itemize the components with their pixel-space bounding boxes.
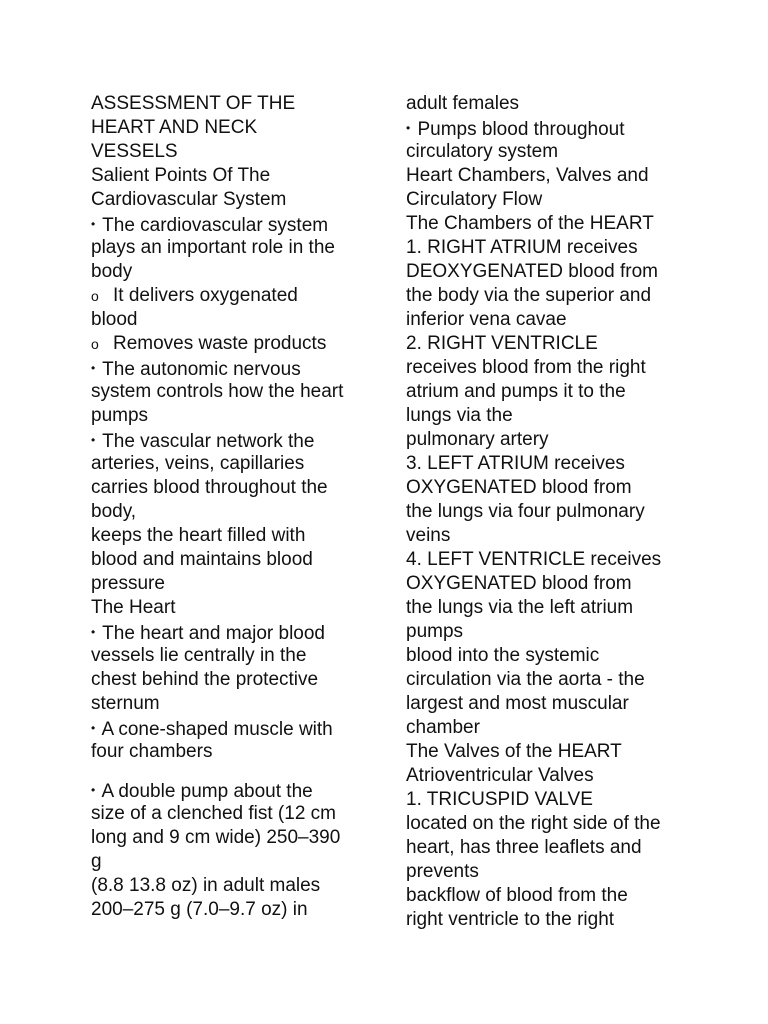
- line-text: 1. RIGHT ATRIUM receives: [406, 237, 638, 258]
- line-text: receives blood from the right: [406, 357, 646, 378]
- text-line: [91, 826, 381, 850]
- line-text: 200–275 g (7.0–9.7 oz) in: [91, 899, 308, 920]
- line-text: HEART AND NECK: [91, 117, 258, 138]
- text-line: [91, 668, 381, 692]
- line-text: blood into the systemic: [406, 645, 600, 666]
- line-text: 1. TRICUSPID VALVE: [406, 789, 593, 810]
- bullet-icon: •: [91, 217, 96, 231]
- line-text: blood: [91, 309, 138, 330]
- line-text: DEOXYGENATED blood from: [406, 261, 659, 282]
- line-text: It delivers oxygenated: [113, 285, 298, 306]
- text-line: [406, 788, 706, 812]
- text-line: [406, 284, 706, 308]
- line-text: The Valves of the HEART: [406, 741, 622, 762]
- line-text: 2. RIGHT VENTRICLE: [406, 333, 598, 354]
- text-line: [91, 92, 381, 116]
- line-text: lungs via the: [406, 405, 513, 426]
- line-text: atrium and pumps it to the: [406, 381, 626, 402]
- line-text: adult females: [406, 93, 520, 114]
- text-line: [91, 548, 381, 572]
- line-text: The vascular network the: [102, 431, 315, 452]
- text-line: [91, 404, 381, 428]
- line-text: system controls how the heart: [91, 381, 344, 402]
- line-text: The cardiovascular system: [102, 215, 329, 236]
- text-line: [91, 596, 381, 620]
- line-text: Pumps blood throughout: [417, 119, 625, 140]
- line-text: the body via the superior and: [406, 285, 652, 306]
- line-text: long and 9 cm wide) 250–390: [91, 827, 341, 848]
- text-line: [406, 452, 706, 476]
- line-text: backflow of blood from the: [406, 885, 628, 906]
- line-text: four chambers: [91, 741, 213, 762]
- text-line: [406, 548, 706, 572]
- text-line: [91, 524, 381, 548]
- text-line: [406, 500, 706, 524]
- line-text: pressure: [91, 573, 165, 594]
- line-text: The Chambers of the HEART: [406, 213, 654, 234]
- line-text: 4. LEFT VENTRICLE receives: [406, 549, 662, 570]
- line-text: The autonomic nervous: [102, 359, 301, 380]
- text-line: [406, 524, 706, 548]
- line-text: OXYGENATED blood from: [406, 477, 632, 498]
- line-text: pulmonary artery: [406, 429, 549, 450]
- text-line: [406, 428, 706, 452]
- text-line: [91, 898, 381, 922]
- text-line: [406, 860, 706, 884]
- text-line: [406, 692, 706, 716]
- text-line: [406, 836, 706, 860]
- text-line: [406, 596, 706, 620]
- text-line: [406, 764, 706, 788]
- line-text: prevents: [406, 861, 479, 882]
- line-text: keeps the heart filled with: [91, 525, 306, 546]
- line-text: pumps: [406, 621, 464, 642]
- line-text: vessels lie centrally in the: [91, 645, 307, 666]
- text-line: [91, 308, 381, 332]
- line-text: chest behind the protective: [91, 669, 319, 690]
- text-line: [91, 802, 381, 826]
- line-text: the lungs via the left atrium: [406, 597, 634, 618]
- text-line: [91, 778, 381, 802]
- line-text: A cone-shaped muscle with: [101, 719, 333, 740]
- line-text: sternum: [91, 693, 160, 714]
- text-line: [406, 188, 706, 212]
- line-text: the lungs via four pulmonary: [406, 501, 645, 522]
- text-line: [91, 188, 381, 212]
- text-line: [91, 572, 381, 596]
- text-line: [406, 116, 706, 140]
- line-text: size of a clenched fist (12 cm: [91, 803, 336, 824]
- text-line: [91, 332, 381, 356]
- line-text: arteries, veins, capillaries: [91, 453, 305, 474]
- line-text: Salient Points Of The: [91, 165, 271, 186]
- line-text: (8.8 13.8 oz) in adult males: [91, 875, 321, 896]
- text-line: [91, 116, 381, 140]
- line-text: carries blood throughout the: [91, 477, 328, 498]
- text-line: [91, 476, 381, 500]
- text-line: [91, 692, 381, 716]
- sub-bullet-icon: o: [91, 336, 99, 352]
- line-text: g: [91, 851, 102, 872]
- text-line: [406, 380, 706, 404]
- text-line: [406, 212, 706, 236]
- text-line: [91, 716, 381, 740]
- text-line: [406, 620, 706, 644]
- bullet-icon: •: [91, 433, 96, 447]
- bullet-icon: •: [91, 625, 96, 639]
- line-text: The Heart: [91, 597, 176, 618]
- text-line: [91, 644, 381, 668]
- line-text: heart, has three leaflets and: [406, 837, 642, 858]
- line-text: A double pump about the: [101, 781, 313, 802]
- text-line: [406, 332, 706, 356]
- line-text: right ventricle to the right: [406, 909, 615, 930]
- text-line: [91, 740, 381, 764]
- line-text: Atrioventricular Valves: [406, 765, 594, 786]
- line-text: body,: [91, 501, 137, 522]
- text-line: [91, 212, 381, 236]
- line-text: The heart and major blood: [102, 623, 326, 644]
- line-text: Removes waste products: [113, 333, 327, 354]
- text-line: [406, 644, 706, 668]
- bullet-icon: •: [406, 121, 411, 135]
- line-text: located on the right side of the: [406, 813, 661, 834]
- right-column: [406, 92, 706, 932]
- text-line: [91, 874, 381, 898]
- line-text: Heart Chambers, Valves and: [406, 165, 649, 186]
- text-line: [406, 140, 706, 164]
- text-line: [91, 236, 381, 260]
- line-text: VESSELS: [91, 141, 178, 162]
- text-line: [91, 356, 381, 380]
- text-line: [406, 404, 706, 428]
- text-line: [91, 260, 381, 284]
- text-line: [406, 308, 706, 332]
- line-text: pumps: [91, 405, 149, 426]
- text-line: [406, 92, 706, 116]
- text-line: [91, 620, 381, 644]
- text-line: [91, 380, 381, 404]
- text-line: [91, 140, 381, 164]
- text-line: [406, 740, 706, 764]
- text-line: [91, 500, 381, 524]
- line-text: chamber: [406, 717, 480, 738]
- text-line: [406, 236, 706, 260]
- text-line: [91, 850, 381, 874]
- bullet-icon: •: [91, 361, 96, 375]
- text-line: [91, 428, 381, 452]
- text-line: [91, 452, 381, 476]
- bullet-icon: •: [91, 783, 96, 797]
- text-line: [406, 716, 706, 740]
- bullet-icon: •: [91, 721, 96, 735]
- text-line: [406, 164, 706, 188]
- sub-bullet-icon: o: [91, 288, 99, 304]
- text-line: [406, 260, 706, 284]
- text-line: [406, 572, 706, 596]
- text-line: [406, 476, 706, 500]
- line-text: blood and maintains blood: [91, 549, 313, 570]
- line-text: circulation via the aorta - the: [406, 669, 645, 690]
- text-line: [406, 812, 706, 836]
- line-text: 3. LEFT ATRIUM receives: [406, 453, 625, 474]
- text-line: [406, 884, 706, 908]
- text-line: [91, 284, 381, 308]
- line-text: OXYGENATED blood from: [406, 573, 632, 594]
- line-text: plays an important role in the: [91, 237, 335, 258]
- text-line: [406, 356, 706, 380]
- line-text: circulatory system: [406, 141, 559, 162]
- left-column: [91, 92, 381, 922]
- line-text: veins: [406, 525, 451, 546]
- text-line: [91, 164, 381, 188]
- line-text: largest and most muscular: [406, 693, 629, 714]
- line-text: body: [91, 261, 133, 282]
- text-line: [406, 908, 706, 932]
- text-line: [406, 668, 706, 692]
- line-text: Circulatory Flow: [406, 189, 543, 210]
- line-text: Cardiovascular System: [91, 189, 287, 210]
- line-text: inferior vena cavae: [406, 309, 567, 330]
- line-text: ASSESSMENT OF THE: [91, 93, 296, 114]
